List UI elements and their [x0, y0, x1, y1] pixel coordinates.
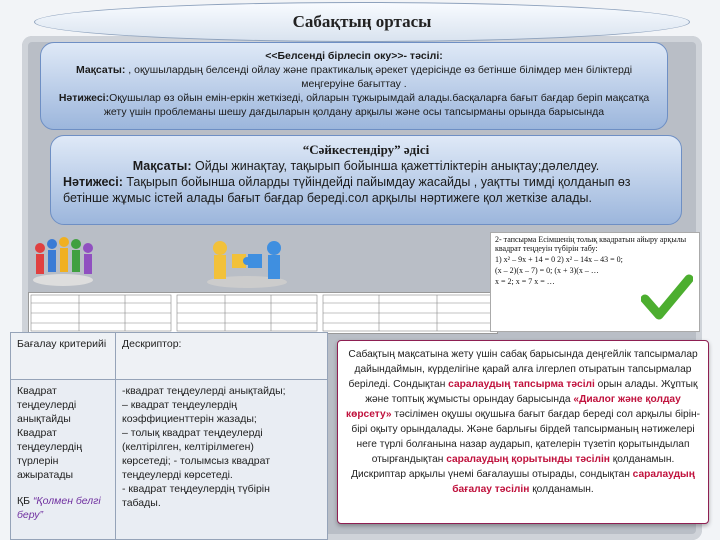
- method-result: [63, 174, 669, 206]
- image-strip: [22, 226, 698, 330]
- note-highlight: саралаудың бағалау тәсілін: [452, 469, 695, 495]
- assessment-criteria-table: [10, 332, 328, 540]
- puzzle-people-icon: [200, 230, 294, 290]
- result-label: Нәтижесі:: [58, 92, 110, 104]
- criteria-line: Квадрат: [17, 385, 57, 397]
- method-result: [51, 91, 657, 119]
- criteria-cell: [11, 380, 116, 540]
- method-box-matching: [50, 135, 682, 225]
- differentiation-note: [337, 340, 709, 524]
- task-line: 1) x² – 9x + 14 = 0 2) x² – 14x – 43 = 0;: [495, 255, 623, 264]
- method-heading: “Сәйкестендіру” әдісі: [302, 142, 430, 157]
- worksheet-tables-image: [28, 292, 498, 334]
- descriptor-header: Дескриптор:: [116, 333, 328, 380]
- note-highlight: «Диалог және қолдау көрсету»: [346, 394, 681, 420]
- ks-text: “Қолмен белгі беру”: [17, 495, 101, 521]
- goal-label: Мақсаты:: [75, 64, 126, 76]
- method-goal: [63, 158, 669, 174]
- people-circle-icon: [28, 230, 98, 290]
- criteria-line: теңдеулердің: [17, 441, 83, 453]
- note-text: қолданамын. Дискриптар арқылы үнемі бағалаушы отырады, сондықтан: [351, 454, 675, 480]
- goal-text: Ойды жинақтау, тақырып бойынша қажеттіліктерін анықтау;дәлелдеу.: [191, 159, 600, 173]
- descriptor-line: - квадрат теңдеулердің түбірін: [122, 483, 270, 495]
- descriptor-line: табады.: [122, 497, 161, 509]
- method-heading: <<Белсенді бірлесіп оку>>- тәсілі:: [265, 50, 443, 62]
- criteria-line: ажыратады: [17, 469, 74, 481]
- criteria-line: анықтайды: [17, 413, 71, 425]
- descriptor-line: теңдеулерді көрсетеді.: [122, 469, 233, 481]
- task-document-image: [490, 232, 700, 332]
- note-highlight: саралаудың қорытынды тәсілін: [446, 454, 610, 465]
- criteria-line: Квадрат: [17, 427, 57, 439]
- result-label: Нәтижесі:: [63, 175, 123, 189]
- note-text: орын алады. Жұптық және топтық жұмысты орындау барысында: [365, 379, 698, 405]
- note-text: Сабақтың мақсатына жету үшін сабақ барысында деңгейлік тапсырмалар дайындаймын, күрделігіне қарай алға ілгерлеп отыратын тапсырмалар беріледі. Сондықтан: [348, 349, 698, 390]
- goal-text: , оқушылардың белсенді ойлау және практикалық әрекет үдерісінде өз бетінше білімдер мен біліктерді меңгеруіне бағыттау .: [128, 64, 633, 90]
- note-highlight: саралаудың тапсырма тәсілі: [448, 379, 595, 390]
- criteria-header: Бағалау критерийі: [11, 333, 116, 380]
- descriptor-cell: [116, 380, 328, 540]
- method-goal: [51, 63, 657, 91]
- task-line: (x – 2)(x – 7) = 0; (x + 3)(x – …: [495, 266, 599, 275]
- task-line: x = 2; x = 7 x = …: [495, 277, 555, 286]
- green-checkmark-icon: [641, 273, 693, 323]
- descriptor-line: – квадрат теңдеулердің: [122, 399, 237, 411]
- note-text: қолданамын.: [529, 484, 594, 495]
- goal-label: Мақсаты:: [132, 159, 192, 173]
- criteria-line: теңдеулерді: [17, 399, 77, 411]
- descriptor-line: көрсетеді; - толымсыз квадрат: [122, 455, 271, 467]
- descriptor-line: -квадрат теңдеулерді анықтайды;: [122, 385, 286, 397]
- ks-note: [17, 494, 109, 522]
- result-text: Тақырып бойынша ойларды түйіндейді пайымдау жасайды , уақтты тимді қолданып өз бетінше жұмыс істей алады бағыт бағдар береді.сол арқылы нәртижеге қол жеткізе алады.: [63, 175, 631, 205]
- descriptor-line: – толық квадрат теңдеулерді: [122, 427, 263, 439]
- criteria-line: түрлерін: [17, 455, 59, 467]
- result-text: Оқушылар өз ойын емін-еркін жеткізеді, ойларын тұжырымдай алады.басқаларға бағыт бағдар беріп мақсатқа жету үшін проблеманы шешу дағдыларын қолдану арқылы және осы тапсырманы орында барысында: [103, 92, 650, 118]
- table-row: [11, 380, 328, 540]
- descriptor-line: (келтірілген, келтірілмеген): [122, 441, 254, 453]
- slide-title: Сабақтың ортасы: [34, 2, 690, 42]
- method-box-active-learning: [40, 42, 668, 130]
- task-line: 2- тапсырма Есімшенің толық квадратын айыру арқылы квадрат теңдеуін түбірін табу:: [495, 235, 687, 253]
- ks-prefix: ҚБ: [17, 495, 33, 507]
- descriptor-line: коэффициенттерін жазады;: [122, 413, 257, 425]
- table-row: [11, 333, 328, 380]
- note-text: тәсілімен оқушы оқушыға бағыт бағдар береді сол арқылы бірін- бірі оқыту орындалады. Және барлығы бірдей тапсырманың нәтижелері неге түрлі болғанына назар аударып, қателерін түзетіп қорытындылап отырғандықтан: [351, 409, 700, 465]
